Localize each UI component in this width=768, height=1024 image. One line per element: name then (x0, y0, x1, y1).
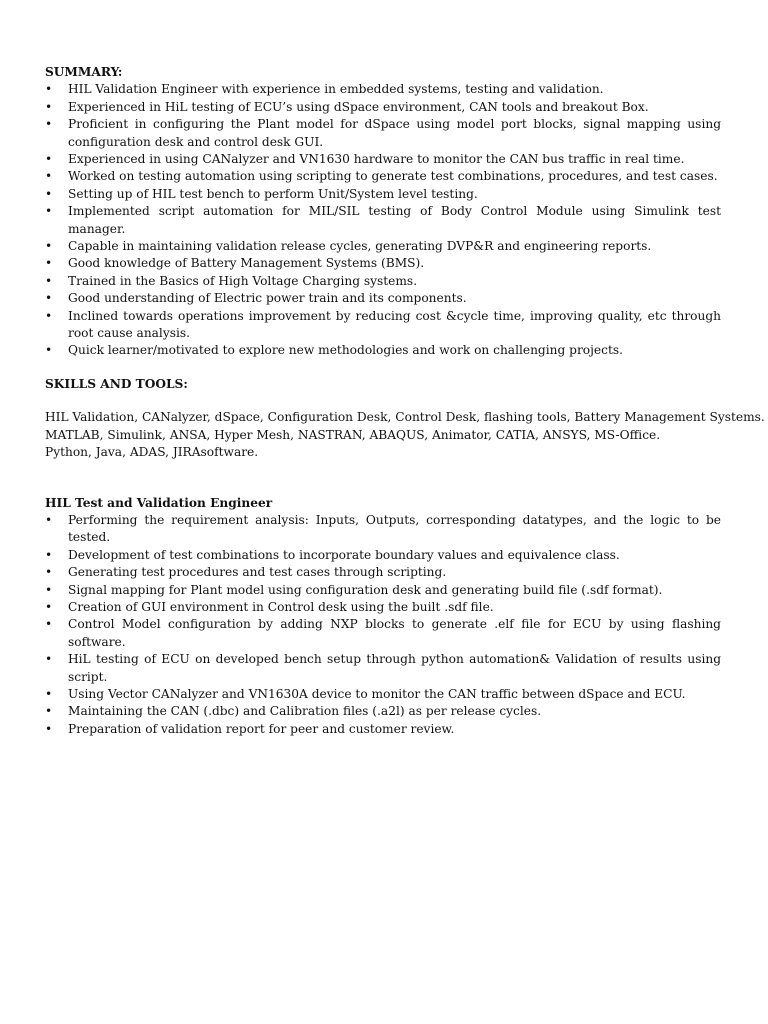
bullet-icon: • (45, 99, 53, 114)
bullet-icon: • (45, 169, 53, 184)
list-item-text: Performing the requirement analysis: Inputs, Outputs, corresponding datatypes, and the logic to be tested. (68, 512, 721, 545)
bullet-icon: • (45, 652, 53, 667)
bullet-icon: • (45, 686, 53, 701)
bullet-icon: • (45, 239, 53, 254)
list-item-text: Good understanding of Electric power train and its components. (68, 291, 467, 306)
list-item-text: HiL testing of ECU on developed bench setup through python automation& Validation of results using script. (68, 652, 721, 684)
list-item (45, 290, 721, 307)
list-item (45, 81, 721, 98)
list-item-text: Inclined towards operations improvement by reducing cost &cycle time, improving quality, etc through root cause analysis. (68, 308, 721, 341)
list-item (45, 151, 721, 168)
experience-list (45, 512, 721, 738)
summary-heading: SUMMARY: (45, 65, 123, 79)
list-item-text: Quick learner/motivated to explore new methodologies and work on challenging projects. (68, 343, 623, 358)
bullet-icon: • (45, 117, 53, 132)
list-item-text: Generating test procedures and test cases through scripting. (68, 565, 447, 580)
list-item-text: Maintaining the CAN (.dbc) and Calibration files (.a2l) as per release cycles. (68, 704, 542, 719)
list-item-text: Trained in the Basics of High Voltage Charging systems. (68, 273, 418, 288)
list-item (45, 721, 721, 738)
list-item-text: Preparation of validation report for peer and customer review. (68, 721, 455, 736)
list-item (45, 582, 721, 599)
list-item-text: Worked on testing automation using scripting to generate test combinations, procedures, and test cases. (68, 169, 718, 184)
list-item-text: Experienced in HiL testing of ECU’s using dSpace environment, CAN tools and breakout Box. (68, 99, 649, 114)
experience-heading: HIL Test and Validation Engineer (45, 495, 273, 510)
list-item (45, 99, 721, 116)
bullet-icon: • (45, 186, 53, 201)
list-item-text: Creation of GUI environment in Control desk using the built .sdf file. (68, 599, 494, 614)
bullet-icon: • (45, 273, 53, 288)
skills-line: Python, Java, ADAS, JIRAsoftware. (45, 445, 259, 460)
bullet-icon: • (45, 704, 53, 719)
list-item-text: Signal mapping for Plant model using configuration desk and generating build file (.sdf format). (68, 582, 663, 597)
list-item (45, 273, 721, 290)
list-item (45, 168, 721, 185)
bullet-icon: • (45, 291, 53, 306)
list-item-text: Implemented script automation for MIL/SIL testing of Body Control Module using Simulink test manager. (68, 204, 721, 236)
summary-list (45, 81, 721, 360)
list-item-text: HIL Validation Engineer with experience in embedded systems, testing and validation. (68, 82, 604, 97)
skills-heading: SKILLS AND TOOLS: (45, 376, 188, 391)
list-item (45, 651, 721, 686)
bullet-icon: • (45, 582, 53, 597)
bullet-icon: • (45, 308, 53, 323)
list-item (45, 342, 721, 359)
list-item-text: Control Model configuration by adding NXP blocks to generate .elf file for ECU by using flashing software. (68, 617, 721, 649)
bullet-icon: • (45, 617, 53, 632)
bullet-icon: • (45, 599, 53, 614)
list-item (45, 703, 721, 720)
list-item (45, 255, 721, 272)
list-item (45, 616, 721, 651)
list-item (45, 686, 721, 703)
list-item-text: Capable in maintaining validation release cycles, generating DVP&R and engineering reports. (68, 239, 652, 254)
list-item (45, 512, 721, 547)
resume-page (45, 62, 765, 738)
list-item-text: Good knowledge of Battery Management Systems (BMS). (68, 256, 425, 271)
list-item-text: Proficient in configuring the Plant model for dSpace using model port blocks, signal mapping using configuration desk and control desk GUI. (68, 117, 721, 149)
bullet-icon: • (45, 256, 53, 271)
list-item (45, 308, 721, 343)
list-item (45, 564, 721, 581)
skills-body (45, 409, 765, 461)
list-item (45, 116, 721, 151)
list-item-text: Development of test combinations to incorporate boundary values and equivalence class. (68, 547, 620, 562)
list-item (45, 547, 721, 564)
list-item (45, 599, 721, 616)
list-item-text: Using Vector CANalyzer and VN1630A device to monitor the CAN traffic between dSpace and ECU. (68, 686, 686, 701)
list-item-text: Setting up of HIL test bench to perform Unit/System level testing. (68, 186, 478, 201)
bullet-icon: • (45, 512, 53, 527)
bullet-icon: • (45, 565, 53, 580)
list-item (45, 186, 721, 203)
bullet-icon: • (45, 204, 53, 219)
list-item (45, 238, 721, 255)
list-item (45, 203, 721, 238)
list-item-text: Experienced in using CANalyzer and VN1630 hardware to monitor the CAN bus traffic in real time. (68, 152, 685, 167)
bullet-icon: • (45, 547, 53, 562)
bullet-icon: • (45, 82, 53, 97)
bullet-icon: • (45, 721, 53, 736)
skills-line: HIL Validation, CANalyzer, dSpace, Configuration Desk, Control Desk, flashing tools, Battery Management Systems. (45, 410, 765, 425)
skills-line: MATLAB, Simulink, ANSA, Hyper Mesh, NASTRAN, ABAQUS, Animator, CATIA, ANSYS, MS-Office. (45, 427, 661, 442)
bullet-icon: • (45, 152, 53, 167)
bullet-icon: • (45, 343, 53, 358)
